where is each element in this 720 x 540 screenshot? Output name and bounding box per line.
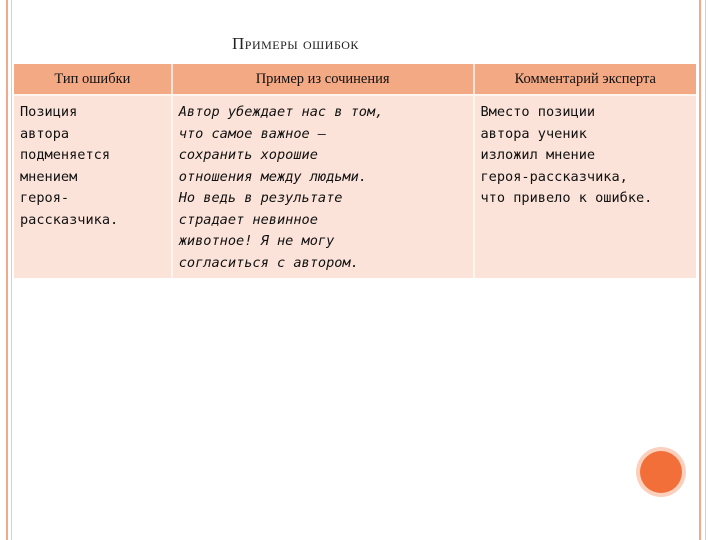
decorative-circle-icon xyxy=(640,451,682,493)
line: Позиция xyxy=(20,104,78,120)
line: героя- xyxy=(20,190,70,206)
table-row xyxy=(14,94,696,278)
line: согласиться с автором. xyxy=(178,254,359,271)
cell-expert-comment xyxy=(475,94,697,278)
errors-table-container xyxy=(14,64,696,278)
line: изложил мнение xyxy=(480,147,596,163)
cell-essay-example xyxy=(173,94,475,278)
slide-title xyxy=(232,34,359,54)
line: Автор убеждает нас в том, xyxy=(178,104,384,120)
slide-frame-left-inner xyxy=(11,0,12,540)
slide-frame-left xyxy=(6,0,8,540)
line: животное! Я не могу xyxy=(178,233,335,249)
line: автора ученик xyxy=(480,125,587,142)
line: рассказчика. xyxy=(20,211,119,228)
line: сохранить хорошие xyxy=(178,147,318,163)
line: Вместо позиции xyxy=(480,104,596,120)
line: мнением xyxy=(20,168,78,185)
line: страдает невинное xyxy=(178,211,318,228)
header-essay-example: Пример из сочинения xyxy=(173,64,475,94)
slide-frame-right-inner xyxy=(705,0,706,540)
cell-error-type xyxy=(14,94,173,278)
line: что самое важное — xyxy=(178,125,327,142)
header-error-type: Тип ошибки xyxy=(14,64,173,94)
errors-table xyxy=(14,64,696,278)
slide-frame-right xyxy=(699,0,701,540)
line: что привело к ошибке. xyxy=(480,190,653,206)
line: Но ведь в результате xyxy=(178,190,343,206)
slide-title-text: Примеры ошибок xyxy=(232,34,359,53)
table-header-row xyxy=(14,64,696,94)
line: героя-рассказчика, xyxy=(480,168,628,185)
line: подменяется xyxy=(20,147,111,163)
line: отношения между людьми. xyxy=(178,168,367,185)
line: автора xyxy=(20,125,70,142)
header-expert-comment: Комментарий эксперта xyxy=(475,64,697,94)
